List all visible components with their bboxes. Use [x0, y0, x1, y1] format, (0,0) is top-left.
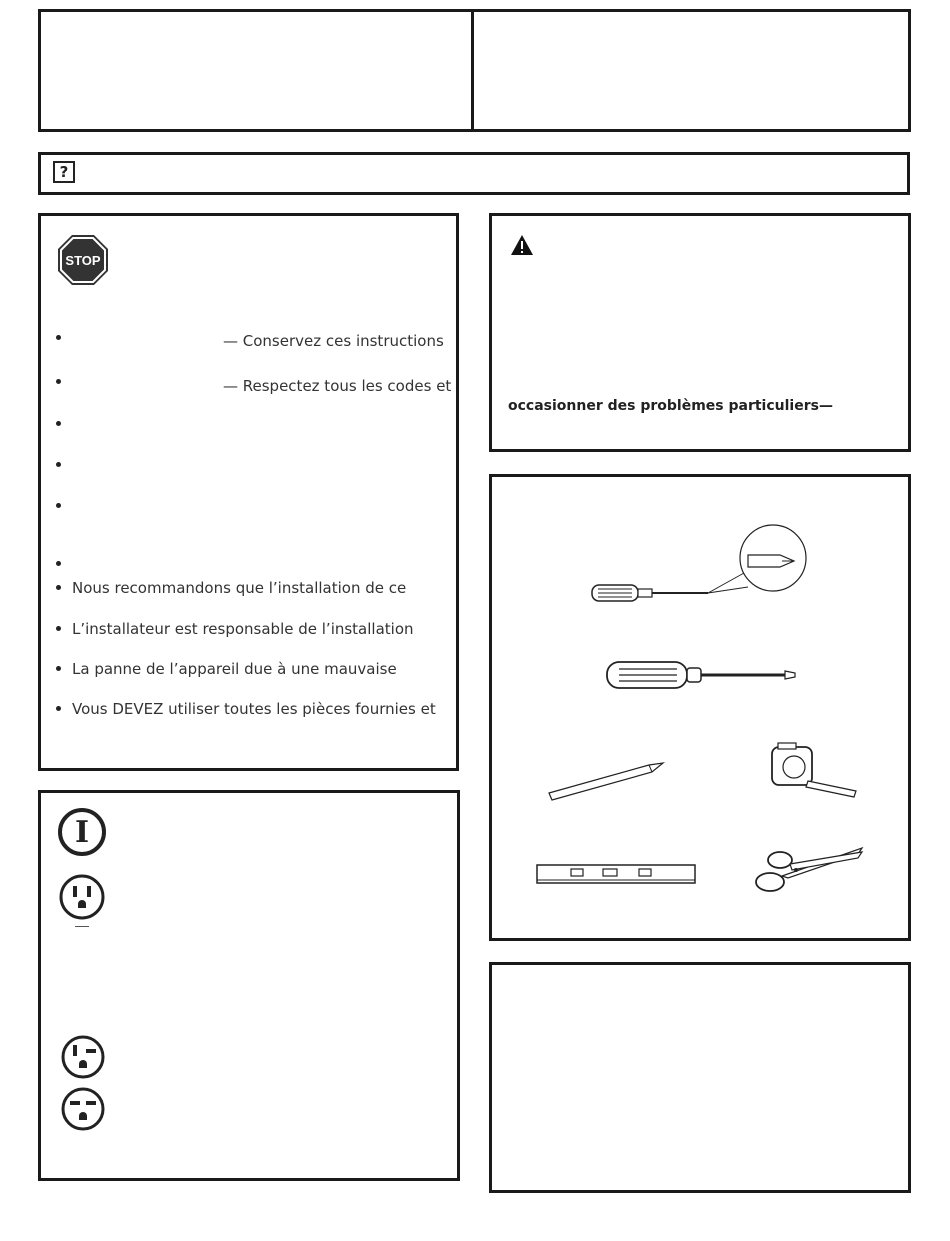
info-box-right	[489, 962, 911, 1193]
tools-box	[489, 474, 911, 941]
svg-text:STOP: STOP	[65, 253, 101, 268]
tape-measure-icon	[768, 741, 864, 801]
bullet-dot	[56, 503, 61, 508]
phillips-screwdriver-icon	[588, 525, 828, 615]
important-info-icon	[57, 807, 107, 857]
warning-bold-text: occasionner des problèmes particuliers—	[508, 398, 833, 414]
header-box-right	[471, 9, 911, 132]
header-box-left	[38, 9, 474, 132]
bullet-dot	[56, 706, 61, 711]
warning-triangle-icon	[510, 234, 534, 256]
bullet-dot	[56, 666, 61, 671]
bullet-text-9: La panne de l’appareil due à une mauvaise	[72, 660, 397, 678]
question-banner	[38, 152, 910, 195]
help-icon: ?	[53, 161, 75, 183]
flat-screwdriver-icon	[605, 657, 805, 693]
svg-text:I: I	[74, 815, 90, 850]
flat-outlet-icon	[60, 1086, 106, 1132]
bullet-dot	[56, 585, 61, 590]
bullet-dot	[56, 335, 61, 340]
bullet-dot	[56, 462, 61, 467]
tandem-outlet-icon	[60, 1034, 106, 1080]
bullet-text-10: Vous DEVEZ utiliser toutes les pièces fournies et	[72, 700, 436, 718]
bullet-text-2: — Respectez tous les codes et	[223, 377, 452, 395]
electrical-box	[38, 790, 460, 1181]
grounded-outlet-icon	[58, 873, 106, 921]
bullet-dot	[56, 626, 61, 631]
bullet-dot	[56, 379, 61, 384]
bullet-text-1: — Conservez ces instructions	[223, 332, 444, 350]
bullet-text-7: Nous recommandons que l’installation de ce	[72, 579, 407, 597]
pencil-icon	[547, 761, 667, 801]
bullet-dot	[56, 421, 61, 426]
stop-sign-icon	[57, 234, 109, 286]
bullet-text-8: L’installateur est responsable de l’installation	[72, 620, 414, 638]
warning-box	[489, 213, 911, 452]
scissors-icon	[752, 842, 868, 896]
bullet-dot	[56, 561, 61, 566]
level-icon	[535, 861, 699, 887]
divider-mark	[75, 926, 89, 927]
read-carefully-box	[38, 213, 459, 771]
